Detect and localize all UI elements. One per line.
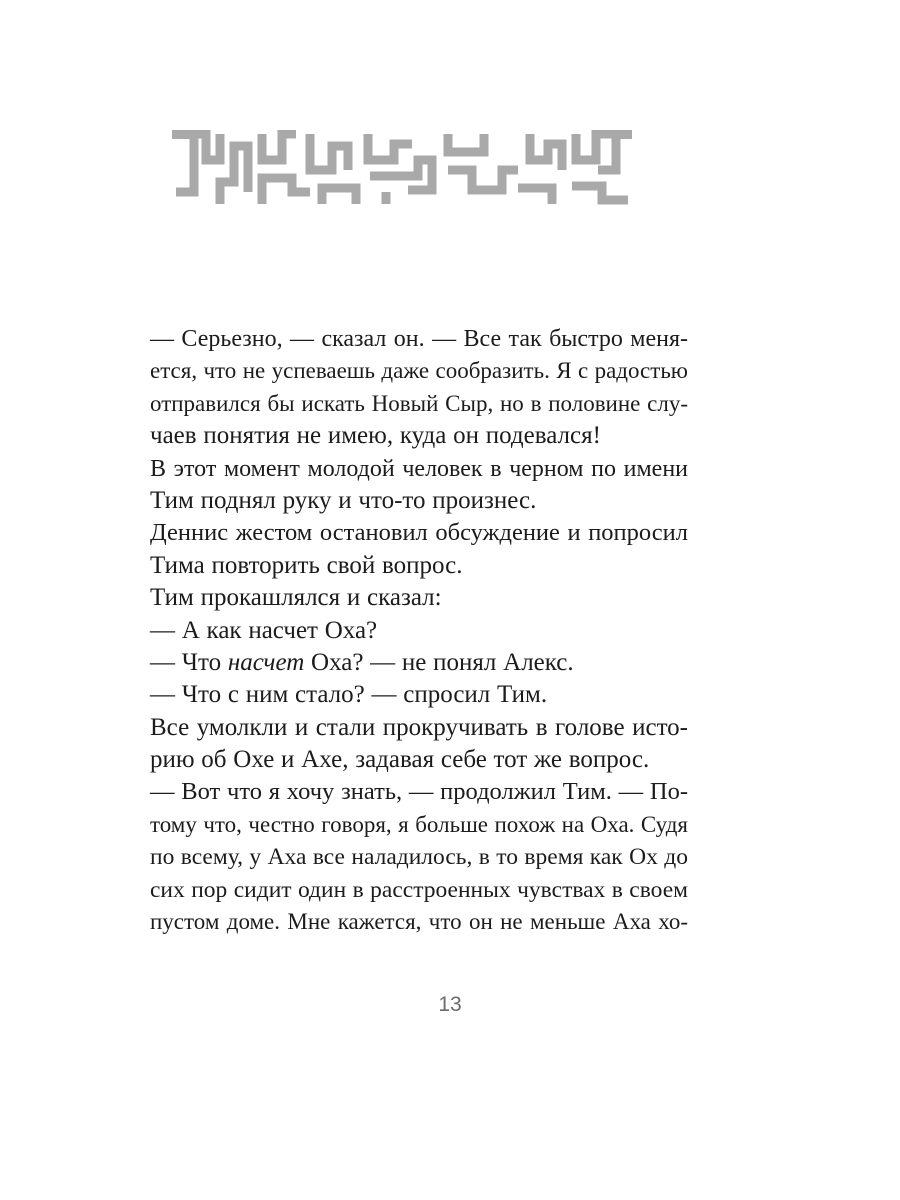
emphasis-text: насчет [227,648,305,676]
text-line [150,647,688,679]
text-line: В этот момент молодой человек в черном по имени [150,455,688,482]
text-line: Все умолкли и стали прокручивать в голове исто- [150,713,688,741]
text-line: сих пор сидит один в расстроенных чувствах в своем [150,876,688,903]
text-line: пустом доме. Мне кажется, что он не меньше Аха хо- [150,909,688,935]
text-line: Деннис жестом остановил обсуждение и попросил [150,519,688,547]
text-line: Тима повторить свой вопрос. [150,551,463,579]
body-text [150,323,688,938]
line-segment: Оха? — не понял Алекс. [304,648,574,676]
text-line: тому что, честно говоря, я больше похож на Оха. Судя [150,811,688,837]
text-line: рию об Охе и Ахе, задавая себе тот же вопрос. [150,746,650,774]
text-line: чаев понятия не имею, куда он подевался! [150,422,601,450]
text-line: по всему, у Аха все наладилось, в то время как Ох до [150,844,688,871]
text-line: Тим прокашлялся и сказал: [150,584,442,612]
page-number: 13 [438,993,462,1016]
text-line: — А как насчет Оха? [150,616,378,644]
text-line: Тим поднял руку и что-то произнес. [150,486,537,514]
text-line: — Что с ним стало? — спросил Тим. [150,681,548,709]
text-line: ется, что не успеваешь даже сообразить. Я с радостью [150,358,688,384]
text-line: отправился бы искать Новый Сыр, но в половине слу- [150,390,688,416]
text-line: — Серьезно, — сказал он. — Все так быстро меня- [150,326,688,352]
maze-pattern-icon [172,130,632,210]
line-segment: — Что [150,648,228,676]
text-line: — Вот что я хочу знать, — продолжил Тим. — По- [150,778,688,806]
